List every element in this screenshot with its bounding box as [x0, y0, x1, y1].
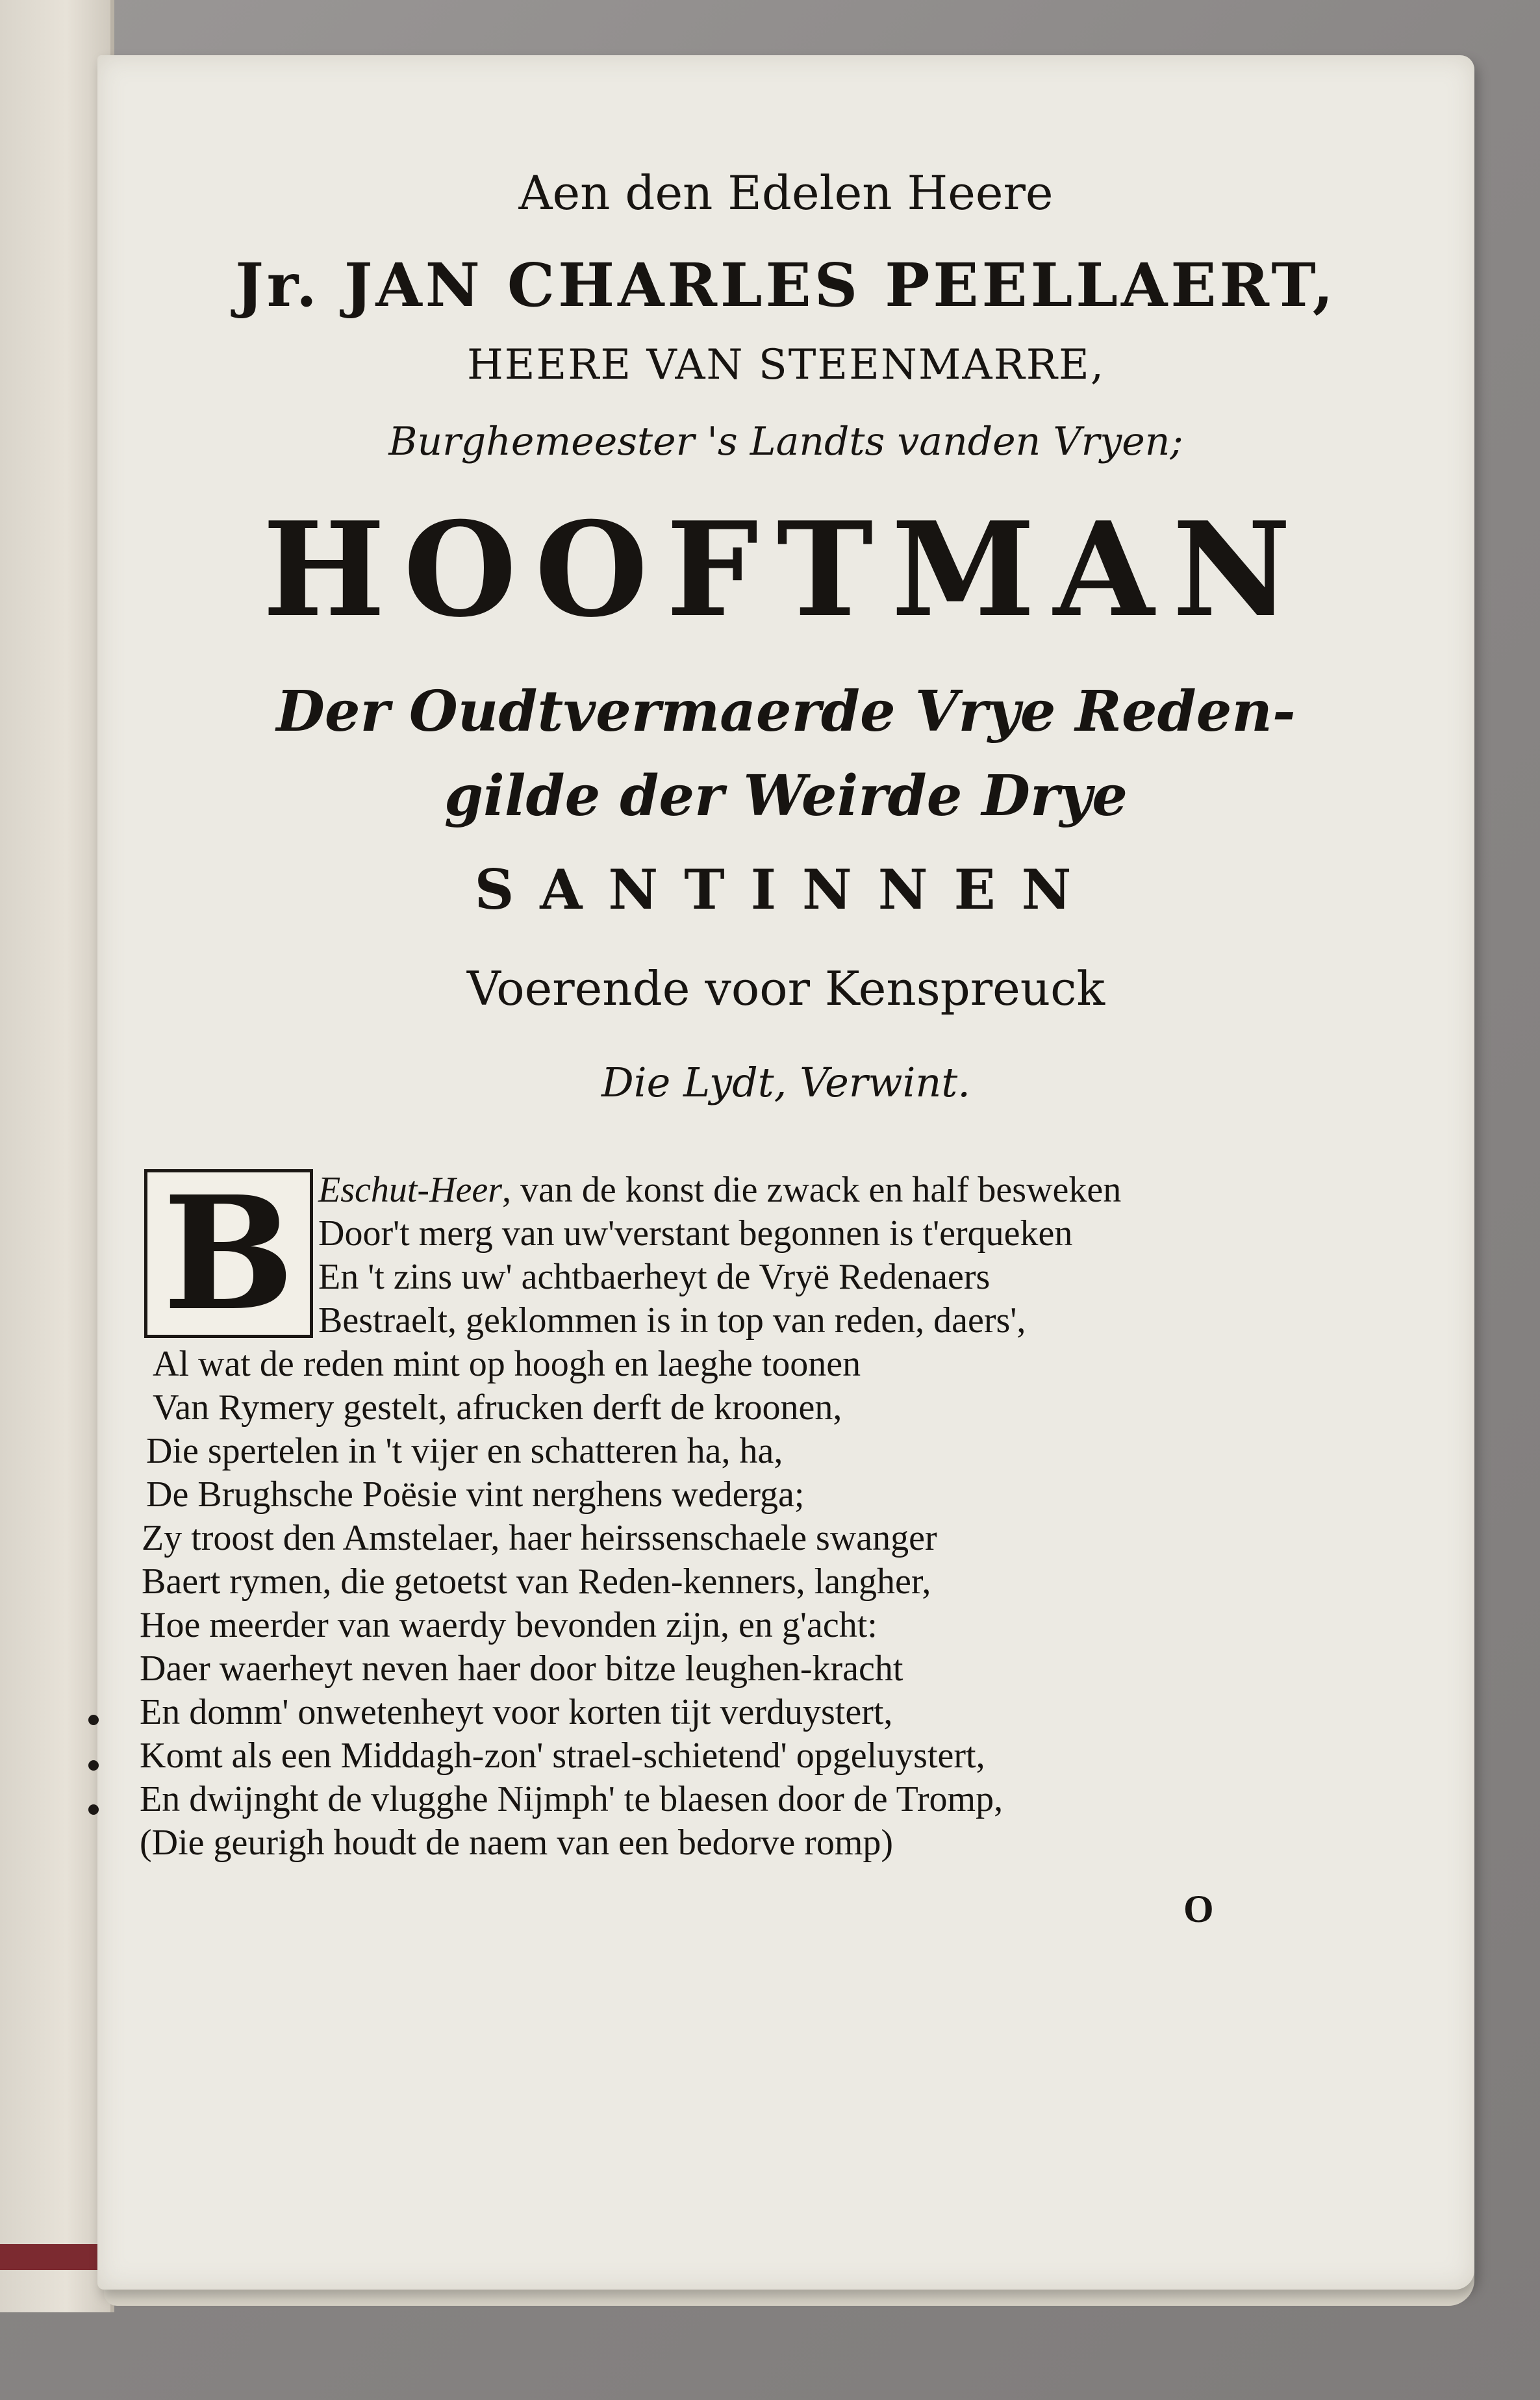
margin-mark [88, 1760, 99, 1771]
poem-line: Die spertelen in 't vijer en schatteren ha, ha, [146, 1431, 783, 1471]
poem-line: Baert rymen, die getoetst van Reden-kenners, langher, [142, 1561, 931, 1602]
poem-line: Van Rymery gestelt, afrucken derft de kroonen, [153, 1387, 842, 1428]
poem-line: Door't merg van uw'verstant begonnen is t'erqueken [318, 1213, 1073, 1254]
main-heading: HOOFTMAN [262, 494, 1309, 646]
motto-intro: Voerende voor Kenspreuck [466, 961, 1105, 1016]
poem-line: (Die geurigh houdt de naem van een bedorve romp) [140, 1823, 894, 1863]
catchword: O [1183, 1888, 1214, 1930]
guild-line-2: gilde der Weirde Drye [444, 763, 1128, 829]
poem-line: Eschut-Heer, van de konst die zwack en half besweken [318, 1170, 1122, 1210]
motto: Die Lydt, Verwint. [601, 1059, 970, 1106]
poem-line: Bestraelt, geklommen is in top van reden, daers', [318, 1300, 1026, 1341]
poem-line: Daer waerheyt neven haer door bitze leughen-kracht [140, 1648, 903, 1689]
poem-line: En 't zins uw' achtbaerheyt de Vryë Redenaers [318, 1257, 991, 1297]
dedication-line: Aen den Edelen Heere [518, 166, 1054, 220]
margin-mark [88, 1715, 99, 1725]
poem-line: De Brughsche Poësie vint nerghens wederga; [146, 1474, 805, 1515]
poem-line: Komt als een Middagh-zon' strael-schietend' opgeluystert, [140, 1736, 985, 1776]
poem-line: En dwijnght de vlugghe Nijmph' te blaesen door de Tromp, [140, 1779, 1004, 1819]
margin-mark [88, 1804, 99, 1815]
guild-line-1: Der Oudtvermaerde Vrye Reden- [276, 679, 1296, 744]
dedicatee-name: Jr. JAN CHARLES PEELLAERT, [235, 250, 1337, 320]
dedicatee-office: Burghemeester 's Landts vanden Vryen; [388, 419, 1183, 464]
guild-name: SANTINNEN [474, 857, 1098, 922]
poem-line: En domm' onwetenheyt voor korten tijt verduystert, [140, 1692, 893, 1732]
poem-first-word: Eschut-Heer [318, 1170, 503, 1210]
dedicatee-title: HEERE VAN STEENMARRE, [466, 341, 1105, 389]
ornamental-initial [144, 1162, 313, 1345]
poem-line: Hoe meerder van waerdy bevonden zijn, en g'acht: [140, 1605, 877, 1645]
poem-line: Zy troost den Amstelaer, haer heirssenschaele swanger [142, 1518, 937, 1558]
poem-line: Al wat de reden mint op hoogh en laeghe toonen [153, 1344, 861, 1384]
initial-letter: B [162, 1162, 295, 1345]
